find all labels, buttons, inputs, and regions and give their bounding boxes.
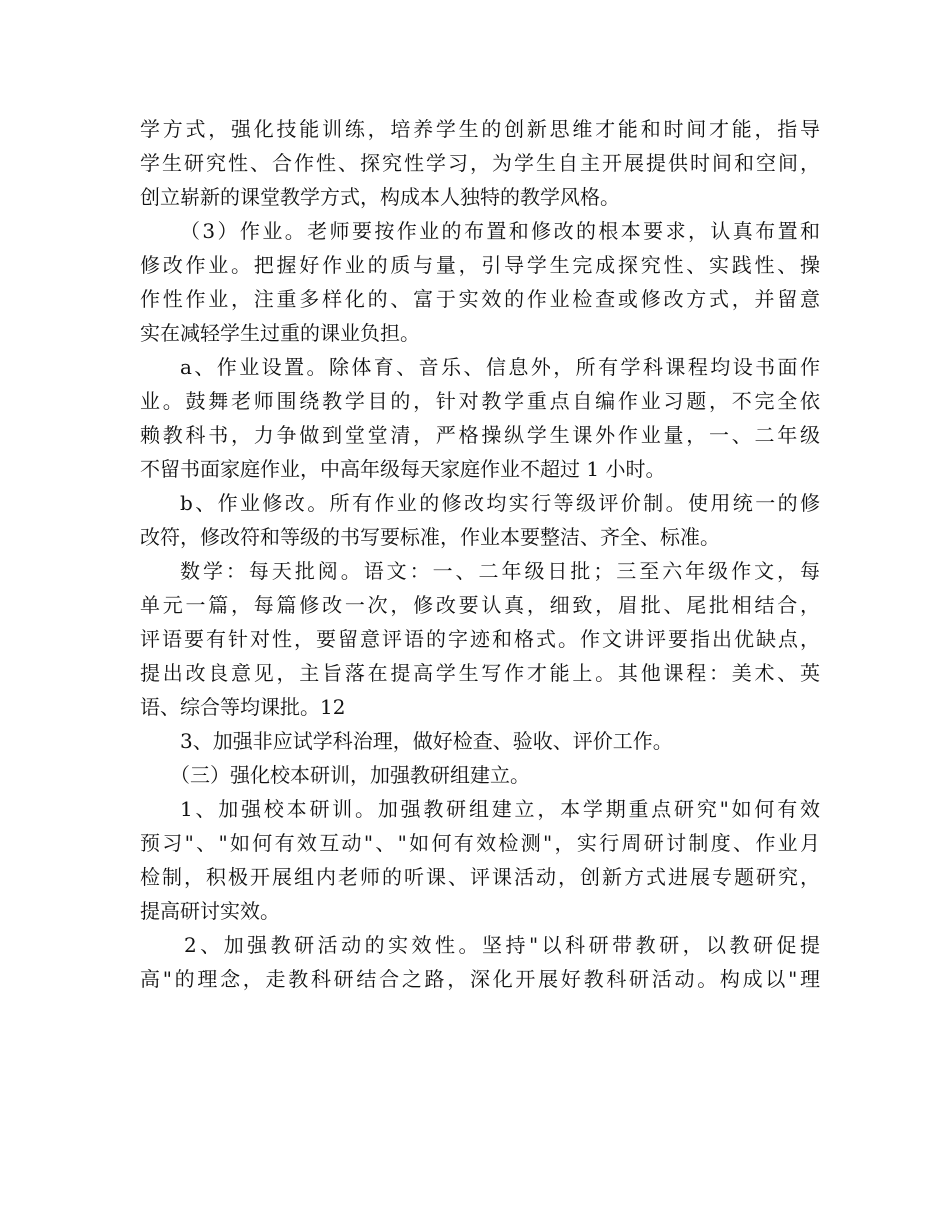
text-line: 作性作业，注重多样化的、富于实效的作业检查或修改方式，并留意 <box>140 287 820 311</box>
text-line: 检制，积极开展组内老师的听课、评课活动，创新方式进展专题研究， <box>140 865 820 889</box>
text-line: 学生研究性、合作性、探究性学习，为学生自主开展提供时间和空间， <box>140 151 820 175</box>
text-line: 业。鼓舞老师围绕教学目的，针对教学重点自编作业习题，不完全依 <box>140 389 820 413</box>
text-line: 2、加强教研活动的实效性。坚持"以科研带教研，以教研促提 <box>184 933 820 957</box>
text-line: 单元一篇，每篇修改一次，修改要认真，细致，眉批、尾批相结合， <box>140 593 820 617</box>
text-line: 学方式，强化技能训练，培养学生的创新思维才能和时间才能，指导 <box>140 117 820 141</box>
text-line: 数学：每天批阅。语文：一、二年级日批；三至六年级作文，每 <box>180 559 820 583</box>
text-line: 实在减轻学生过重的课业负担。 <box>140 321 420 345</box>
text-line: 提高研讨实效。 <box>140 899 280 923</box>
text-line: （3）作业。老师要按作业的布置和修改的根本要求，认真布置和 <box>180 219 820 243</box>
text-line: b、作业修改。所有作业的修改均实行等级评价制。使用统一的修 <box>180 491 820 515</box>
text-line: （三）强化校本研训，加强教研组建立。 <box>170 763 530 787</box>
text-line: 评语要有针对性，要留意评语的字迹和格式。作文讲评要指出优缺点， <box>140 627 820 651</box>
document-body <box>140 112 820 996</box>
text-line: 改符，修改符和等级的书写要标准，作业本要整洁、齐全、标准。 <box>140 525 720 549</box>
text-line: a、作业设置。除体育、音乐、信息外，所有学科课程均设书面作 <box>180 355 820 379</box>
text-line: 不留书面家庭作业，中高年级每天家庭作业不超过 1 小时。 <box>140 457 666 481</box>
text-line: 高"的理念，走教科研结合之路，深化开展好教科研活动。构成以"理 <box>140 967 820 991</box>
text-line: 语、综合等均课批。12 <box>140 695 346 719</box>
text-line: 创立崭新的课堂教学方式，构成本人独特的教学风格。 <box>140 185 620 209</box>
text-line: 修改作业。把握好作业的质与量，引导学生完成探究性、实践性、操 <box>140 253 820 277</box>
text-line: 预习"、"如何有效互动"、"如何有效检测"，实行周研讨制度、作业月 <box>140 831 820 855</box>
text-line: 1、加强校本研训。加强教研组建立，本学期重点研究"如何有效 <box>180 797 820 821</box>
text-line: 提出改良意见，主旨落在提高学生写作才能上。其他课程：美术、英 <box>140 661 820 685</box>
text-line: 3、加强非应试学科治理，做好检查、验收、评价工作。 <box>180 729 673 753</box>
text-line: 赖教科书，力争做到堂堂清，严格操纵学生课外作业量，一、二年级 <box>140 423 820 447</box>
